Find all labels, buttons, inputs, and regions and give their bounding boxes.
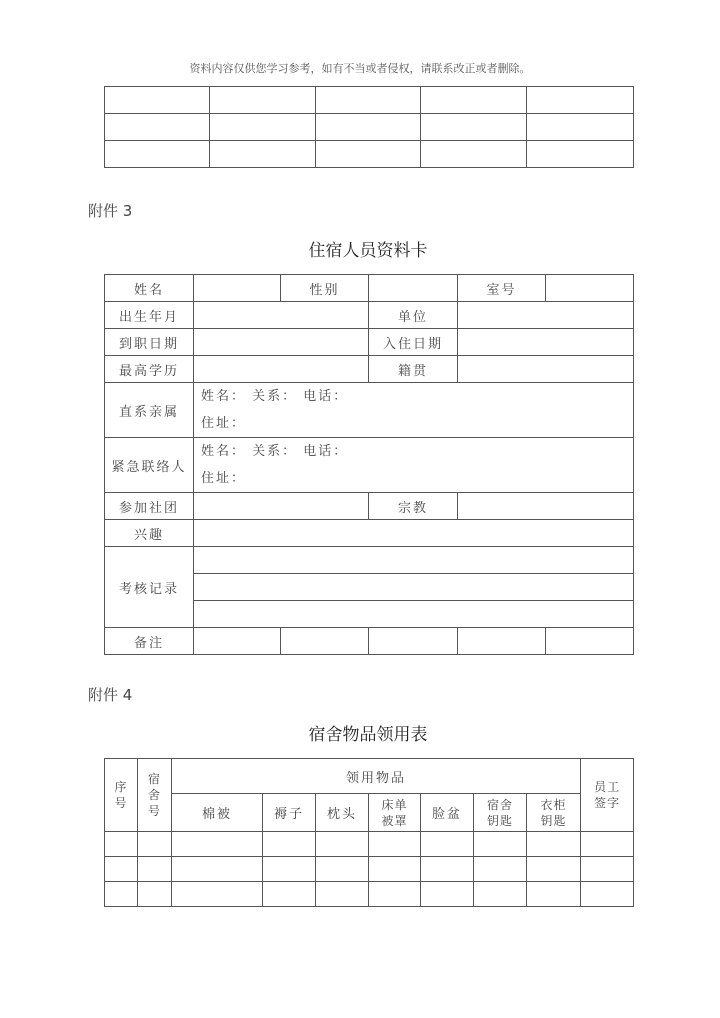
cell[interactable] bbox=[316, 882, 369, 907]
emergency-contact-label: 紧急联络人 bbox=[105, 438, 194, 493]
table-row bbox=[105, 857, 634, 882]
native-place-value[interactable] bbox=[458, 356, 634, 383]
relatives-label: 直系亲属 bbox=[105, 383, 194, 438]
relatives-contact-line: 姓名： 关系： 电话： bbox=[201, 389, 349, 404]
cell[interactable] bbox=[172, 857, 263, 882]
assessment-value-1[interactable] bbox=[194, 547, 634, 574]
table-row bbox=[105, 520, 634, 547]
cell[interactable] bbox=[581, 832, 634, 857]
hobbies-value[interactable] bbox=[194, 520, 634, 547]
religion-value[interactable] bbox=[458, 493, 634, 520]
table-row bbox=[105, 438, 634, 493]
cell[interactable] bbox=[210, 87, 316, 114]
table-row bbox=[105, 275, 634, 302]
cell[interactable] bbox=[581, 857, 634, 882]
item-header-quilt: 棉被 bbox=[172, 794, 263, 832]
remarks-value[interactable] bbox=[194, 628, 281, 655]
cell[interactable] bbox=[316, 832, 369, 857]
remarks-value[interactable] bbox=[369, 628, 458, 655]
cell[interactable] bbox=[474, 882, 527, 907]
remarks-value[interactable] bbox=[546, 628, 634, 655]
birth-value[interactable] bbox=[194, 302, 369, 329]
cell[interactable] bbox=[172, 832, 263, 857]
hire-date-value[interactable] bbox=[194, 329, 369, 356]
checkin-date-label: 入住日期 bbox=[369, 329, 458, 356]
cell[interactable] bbox=[316, 141, 421, 168]
emergency-contact-value[interactable] bbox=[194, 438, 634, 493]
room-label: 室号 bbox=[458, 275, 546, 302]
item-header-pillow: 枕头 bbox=[316, 794, 369, 832]
item-header-basin: 脸盆 bbox=[421, 794, 474, 832]
assessment-value-2[interactable] bbox=[194, 574, 634, 601]
cell[interactable] bbox=[421, 832, 474, 857]
religion-label: 宗教 bbox=[369, 493, 458, 520]
clubs-value[interactable] bbox=[194, 493, 369, 520]
relatives-value[interactable] bbox=[194, 383, 634, 438]
hobbies-label: 兴趣 bbox=[105, 520, 194, 547]
emergency-address-line: 住址： bbox=[201, 471, 247, 486]
cell[interactable] bbox=[527, 882, 581, 907]
name-value[interactable] bbox=[194, 275, 281, 302]
education-label: 最高学历 bbox=[105, 356, 194, 383]
cell[interactable] bbox=[263, 832, 316, 857]
cell[interactable] bbox=[105, 882, 138, 907]
table-row bbox=[105, 302, 634, 329]
cell[interactable] bbox=[210, 114, 316, 141]
item-header-dorm-key: 宿舍钥匙 bbox=[474, 794, 527, 832]
cell[interactable] bbox=[421, 882, 474, 907]
table-row bbox=[105, 87, 634, 114]
cell[interactable] bbox=[369, 832, 421, 857]
cell[interactable] bbox=[316, 87, 421, 114]
items-group-header: 领用物品 bbox=[172, 759, 581, 794]
table-row bbox=[105, 832, 634, 857]
unit-value[interactable] bbox=[458, 302, 634, 329]
education-value[interactable] bbox=[194, 356, 369, 383]
cell[interactable] bbox=[581, 882, 634, 907]
cell[interactable] bbox=[369, 882, 421, 907]
room-value[interactable] bbox=[546, 275, 634, 302]
table-row bbox=[105, 114, 634, 141]
table-row bbox=[105, 882, 634, 907]
hire-date-label: 到职日期 bbox=[105, 329, 194, 356]
assessment-value-3[interactable] bbox=[194, 601, 634, 628]
relatives-address-line: 住址： bbox=[201, 416, 247, 431]
dorm-no-header: 宿舍号 bbox=[138, 759, 172, 832]
item-header-mattress: 褥子 bbox=[263, 794, 316, 832]
table-row bbox=[105, 329, 634, 356]
remarks-label: 备注 bbox=[105, 628, 194, 655]
cell[interactable] bbox=[527, 141, 634, 168]
gender-label: 性别 bbox=[281, 275, 369, 302]
gender-value[interactable] bbox=[369, 275, 458, 302]
cell[interactable] bbox=[316, 114, 421, 141]
cell[interactable] bbox=[210, 141, 316, 168]
table-header-row bbox=[105, 794, 634, 832]
cell[interactable] bbox=[105, 141, 210, 168]
checkin-date-value[interactable] bbox=[458, 329, 634, 356]
item-header-locker-key: 衣柜钥匙 bbox=[527, 794, 581, 832]
attachment-4-title: 宿舍物品领用表 bbox=[308, 725, 428, 745]
emergency-contact-line: 姓名： 关系： 电话： bbox=[201, 444, 349, 459]
table-row bbox=[105, 356, 634, 383]
cell[interactable] bbox=[527, 857, 581, 882]
cell[interactable] bbox=[527, 114, 634, 141]
cell[interactable] bbox=[105, 114, 210, 141]
cell[interactable] bbox=[474, 832, 527, 857]
table-row bbox=[105, 628, 634, 655]
item-header-sheets: 床单被罩 bbox=[369, 794, 421, 832]
assessment-label: 考核记录 bbox=[105, 547, 194, 628]
cell[interactable] bbox=[421, 141, 527, 168]
remarks-value[interactable] bbox=[281, 628, 369, 655]
unit-label: 单位 bbox=[369, 302, 458, 329]
remarks-value[interactable] bbox=[458, 628, 546, 655]
cell[interactable] bbox=[263, 882, 316, 907]
seq-header: 序号 bbox=[105, 759, 138, 832]
cell[interactable] bbox=[316, 857, 369, 882]
resident-info-card bbox=[104, 274, 634, 655]
header-notice: 资料内容仅供您学习参考，如有不当或者侵权，请联系改正或者删除。 bbox=[189, 62, 531, 75]
table-row bbox=[105, 493, 634, 520]
attachment-3-title: 住宿人员资料卡 bbox=[308, 241, 428, 261]
cell[interactable] bbox=[138, 857, 172, 882]
table-header-row bbox=[105, 759, 634, 794]
cell[interactable] bbox=[105, 857, 138, 882]
cell[interactable] bbox=[138, 832, 172, 857]
cell[interactable] bbox=[421, 114, 527, 141]
continuation-table bbox=[104, 86, 634, 168]
cell[interactable] bbox=[527, 832, 581, 857]
cell[interactable] bbox=[138, 882, 172, 907]
signature-header: 员工签字 bbox=[581, 759, 634, 832]
native-place-label: 籍贯 bbox=[369, 356, 458, 383]
cell[interactable] bbox=[105, 832, 138, 857]
attachment-4-label: 附件 4 bbox=[88, 686, 133, 704]
birth-label: 出生年月 bbox=[105, 302, 194, 329]
cell[interactable] bbox=[369, 857, 421, 882]
attachment-3-label: 附件 3 bbox=[88, 202, 133, 220]
table-row bbox=[105, 141, 634, 168]
dorm-items-table bbox=[104, 758, 634, 907]
name-label: 姓名 bbox=[105, 275, 194, 302]
cell[interactable] bbox=[421, 87, 527, 114]
table-row bbox=[105, 383, 634, 438]
table-row bbox=[105, 547, 634, 574]
cell[interactable] bbox=[474, 857, 527, 882]
cell[interactable] bbox=[172, 882, 263, 907]
cell[interactable] bbox=[421, 857, 474, 882]
clubs-label: 参加社团 bbox=[105, 493, 194, 520]
cell[interactable] bbox=[263, 857, 316, 882]
cell[interactable] bbox=[105, 87, 210, 114]
cell[interactable] bbox=[527, 87, 634, 114]
